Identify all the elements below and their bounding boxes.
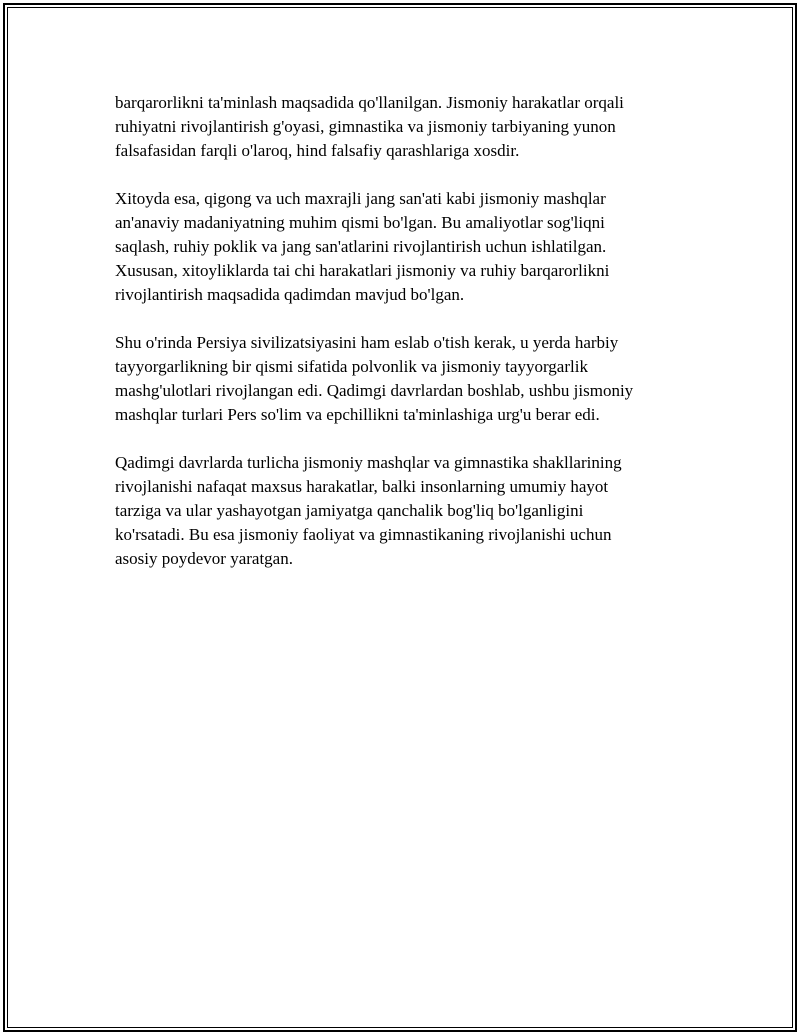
paragraph-1: barqarorlikni ta'minlash maqsadida qo'llanilgan. Jismoniy harakatlar orqali ruhiyatni rivojlantirish g'oyasi, gimnastika va jismoniy tarbiyaning yunon falsafasidan farqli o'laroq, hind falsafiy qarashlariga xosdir.	[115, 93, 624, 160]
document-body	[115, 91, 700, 595]
paragraph-4: Qadimgi davrlarda turlicha jismoniy mashqlar va gimnastika shakllarining rivojlanishi nafaqat maxsus harakatlar, balki insonlarning umumiy hayot tarziga va ular yashayotgan jamiyatga qanchalik bog'liq bo'lganligini ko'rsatadi. Bu esa jismoniy faoliyat va gimnastikaning rivojlanishi uchun asosiy poydevor yaratgan.	[115, 453, 622, 568]
paragraph-3: Shu o'rinda Persiya sivilizatsiyasini ham eslab o'tish kerak, u yerda harbiy tayyorgarlikning bir qismi sifatida polvonlik va jismoniy tayyorgarlik mashg'ulotlari rivojlangan edi. Qadimgi davrlardan boshlab, ushbu jismoniy mashqlar turlari Pers so'lim va epchillikni ta'minlashiga urg'u berar edi.	[115, 333, 634, 424]
paragraph-2: Xitoyda esa, qigong va uch maxrajli jang san'ati kabi jismoniy mashqlar an'anaviy madaniyatning muhim qismi bo'lgan. Bu amaliyotlar sog'liqni saqlash, ruhiy poklik va jang san'atlarini rivojlantirish uchun ishlatilgan. Xususan, xitoyliklarda tai chi harakatlari jismoniy va ruhiy barqarorlikni rivojlantirish maqsadida qadimdan mavjud bo'lgan.	[115, 189, 610, 304]
